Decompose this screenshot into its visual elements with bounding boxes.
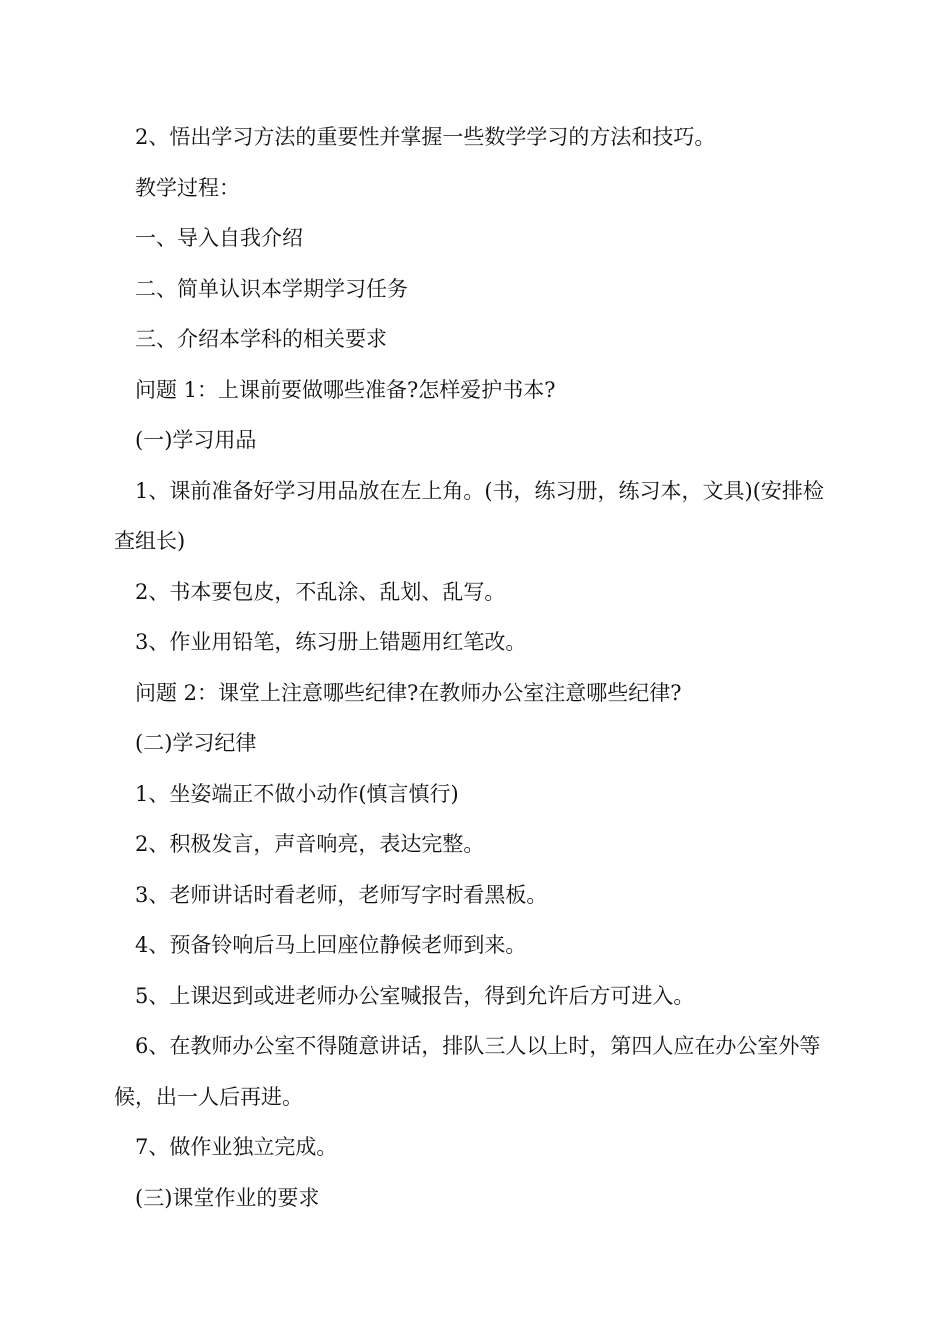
paragraph-section-3: 三、介绍本学科的相关要求 bbox=[135, 327, 387, 351]
paragraph-supplies-1: 1、课前准备好学习用品放在左上角。(书，练习册，练习本，文具)(安排检查组长) bbox=[114, 478, 824, 553]
paragraph-discipline-6: 6、在教师办公室不得随意讲话，排队三人以上时，第四人应在办公室外等候，出一人后再进。 bbox=[114, 1034, 821, 1109]
paragraph-subsection-supplies: (一)学习用品 bbox=[135, 428, 257, 452]
document-body bbox=[114, 112, 838, 1223]
paragraph-discipline-4: 4、预备铃响后马上回座位静候老师到来。 bbox=[135, 933, 527, 957]
paragraph-supplies-3: 3、作业用铅笔，练习册上错题用红笔改。 bbox=[135, 630, 527, 654]
paragraph-question-1: 问题 1：上课前要做哪些准备?怎样爱护书本? bbox=[135, 377, 556, 402]
paragraph-discipline-7: 7、做作业独立完成。 bbox=[135, 1135, 338, 1159]
paragraph-discipline-5: 5、上课迟到或进老师办公室喊报告，得到允许后方可进入。 bbox=[135, 983, 695, 1008]
paragraph-discipline-1: 1、坐姿端正不做小动作(慎言慎行) bbox=[135, 781, 459, 806]
paragraph-discipline-2: 2、积极发言，声音响亮，表达完整。 bbox=[135, 832, 485, 856]
paragraph-supplies-2: 2、书本要包皮，不乱涂、乱划、乱写。 bbox=[135, 579, 506, 604]
paragraph-teaching-process: 教学过程： bbox=[135, 175, 240, 200]
paragraph-question-2: 问题 2：课堂上注意哪些纪律?在教师办公室注意哪些纪律? bbox=[135, 680, 682, 705]
paragraph-section-2: 二、简单认识本学期学习任务 bbox=[135, 276, 408, 301]
paragraph-subsection-discipline: (二)学习纪律 bbox=[135, 731, 257, 755]
paragraph-goal-2: 2、悟出学习方法的重要性并掌握一些数学学习的方法和技巧。 bbox=[135, 125, 716, 149]
paragraph-subsection-homework: (三)课堂作业的要求 bbox=[135, 1185, 320, 1210]
paragraph-discipline-3: 3、老师讲话时看老师，老师写字时看黑板。 bbox=[135, 882, 548, 907]
paragraph-section-1: 一、导入自我介绍 bbox=[135, 226, 303, 250]
